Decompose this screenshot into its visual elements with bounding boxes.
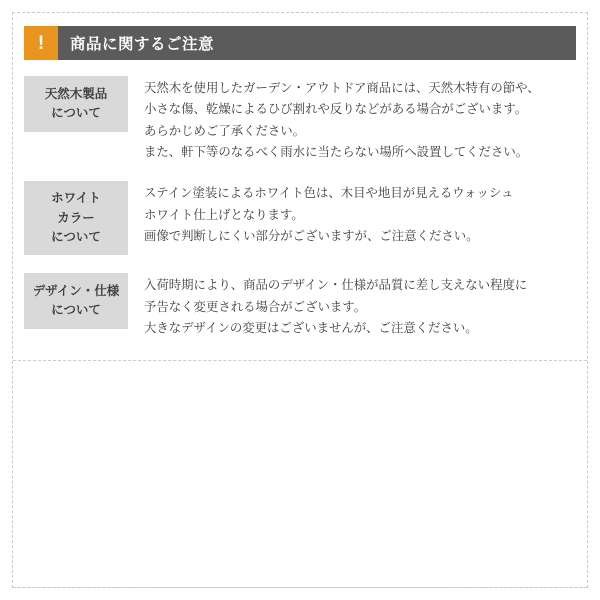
notice-body-line: また、軒下等のなるべく雨水に当たらない場所へ設置してください。 xyxy=(144,144,529,159)
notice-label-line: ホワイト xyxy=(51,191,101,206)
notice-label-line: 天然木製品 xyxy=(44,86,108,101)
notice-body-line: 画像で判断しにくい部分がございますが、ご注意ください。 xyxy=(144,228,479,243)
notice-item xyxy=(24,76,576,163)
notice-body-design-spec xyxy=(128,273,576,339)
notice-label-design-spec xyxy=(24,273,128,329)
notice-label-line: デザイン・仕様 xyxy=(32,284,120,299)
section-divider xyxy=(13,587,587,588)
exclamation-mark-icon: ! xyxy=(37,32,45,54)
notice-label-line: カラー xyxy=(57,210,95,225)
page-title: 商品に関するご注意 xyxy=(70,36,215,53)
notice-body-line: 入荷時期により、商品のデザイン・仕様が品質に差し支えない程度に xyxy=(144,278,528,293)
notice-content xyxy=(24,26,576,357)
notice-header xyxy=(24,26,576,60)
notice-body-line: あらかじめご了承ください。 xyxy=(144,123,306,138)
notice-body-line: 天然木を使用したガーデン・アウトドア商品には、天然木特有の節や、 xyxy=(144,81,540,95)
notice-label-natural-wood xyxy=(24,76,128,132)
notice-item xyxy=(24,181,576,255)
notice-label-line: について xyxy=(51,230,101,245)
notice-body-line: ホワイト仕上げとなります。 xyxy=(144,207,304,222)
notice-body-white-color xyxy=(128,181,576,247)
notice-item xyxy=(24,273,576,339)
section-divider xyxy=(13,360,587,361)
notice-body-line: 小さな傷、乾燥によるひび割れや反りなどがある場合がございます。 xyxy=(144,102,528,117)
notice-body-line: ステイン塗装によるホワイト色は、木目や地目が見えるウォッシュ xyxy=(144,186,514,201)
notice-list xyxy=(24,76,576,339)
notice-label-line: について xyxy=(51,303,101,318)
notice-label-white-color xyxy=(24,181,128,255)
notice-body-natural-wood xyxy=(128,76,576,163)
notice-body-line: 予告なく変更される場合がございます。 xyxy=(144,299,367,314)
notice-body-line: 大きなデザインの変更はございませんが、ご注意ください。 xyxy=(144,321,478,336)
notice-label-line: について xyxy=(51,106,101,120)
